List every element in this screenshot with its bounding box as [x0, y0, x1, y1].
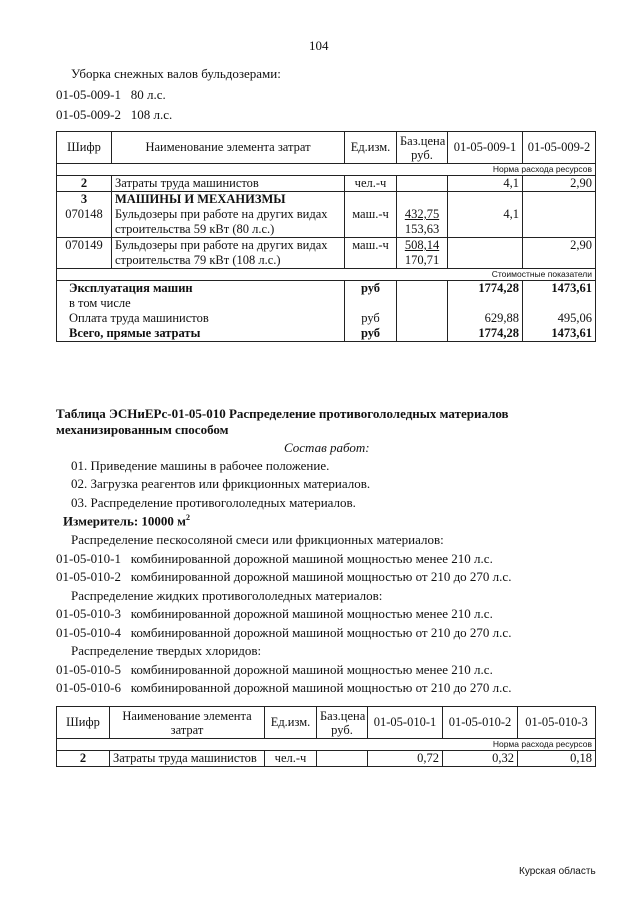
group-label: Распределение твердых хлоридов:: [71, 643, 262, 658]
header-col1: 01-05-010-1: [368, 707, 443, 739]
cost-value: 495,06: [557, 311, 592, 325]
header-name: Наименование элемента затрат: [112, 132, 345, 164]
header-col3: 01-05-010-3: [518, 707, 596, 739]
cost-values-1: [448, 281, 523, 342]
code-desc: комбинированной дорожной машиной мощностью менее 210 л.с.: [130, 606, 493, 621]
step-item: 02. Загрузка реагентов или фрикционных материалов.: [71, 476, 371, 491]
norm-label-row: [57, 739, 596, 751]
resource-table-1: [56, 131, 596, 342]
header-price: Баз.цена руб.: [397, 132, 448, 164]
row-unit: [345, 192, 397, 208]
code-desc: 80 л.с.: [130, 87, 166, 102]
code: 01-05-010-2: [56, 569, 121, 584]
cost-value: [526, 296, 592, 311]
header-line: Баз.цена: [320, 708, 366, 723]
code: 01-05-010-5: [56, 662, 121, 677]
code-desc: 108 л.с.: [130, 107, 173, 122]
cost-names: [57, 281, 345, 342]
meter-text: Измеритель: 10000 м: [63, 513, 187, 529]
header-line: Наименование элемента: [122, 708, 252, 723]
composition-label: Состав работ:: [284, 440, 370, 455]
price-line: 170,71: [404, 253, 440, 267]
header-col2: 01-05-009-2: [523, 132, 596, 164]
code: 01-05-010-3: [56, 606, 121, 621]
row-unit: маш.-ч: [345, 238, 397, 269]
header-unit: Ед.изм.: [265, 707, 317, 739]
row-value-2: 2,90: [523, 238, 596, 269]
table-row: [57, 238, 596, 269]
table-title-line: Таблица ЭСНиЕРс-01-05-010 Распределение противогололедных материалов: [56, 406, 509, 421]
table-header-row: [57, 707, 596, 739]
row-name: Затраты труда машинистов: [112, 176, 345, 192]
row-name: МАШИНЫ И МЕХАНИЗМЫ: [112, 192, 345, 208]
name-line: строительства 79 кВт (108 л.с.): [115, 253, 281, 267]
row-unit: чел.-ч: [345, 176, 397, 192]
header-code: Шифр: [57, 132, 112, 164]
cost-value: 1473,61: [551, 281, 592, 295]
step-item: 03. Распределение противогололедных материалов.: [71, 495, 356, 510]
table-row: [57, 192, 596, 208]
table-row: [57, 176, 596, 192]
step-item: 01. Приведение машины в рабочее положение.: [71, 458, 330, 473]
row-price: [397, 207, 448, 238]
header-code: Шифр: [57, 707, 110, 739]
row-value-1: [448, 238, 523, 269]
header-unit: Ед.изм.: [345, 132, 397, 164]
cost-unit: [348, 296, 393, 311]
price-line: 508,14: [404, 238, 440, 252]
cost-name: Оплата труда машинистов: [69, 311, 209, 325]
header-price: [317, 707, 368, 739]
page-number: 104: [309, 38, 329, 53]
code-desc: комбинированной дорожной машиной мощностью от 210 до 270 л.с.: [130, 569, 512, 584]
row-value-1: 4,1: [448, 176, 523, 192]
cost-unit: руб: [360, 281, 381, 295]
row-value-2: 0,32: [443, 751, 518, 767]
code-desc: комбинированной дорожной машиной мощностью менее 210 л.с.: [130, 662, 493, 677]
code-line: [56, 551, 493, 567]
group-label: Распределение жидких противогололедных материалов:: [71, 588, 383, 603]
header-col1: 01-05-009-1: [448, 132, 523, 164]
code-line: [56, 606, 493, 622]
code-line: [56, 107, 172, 123]
header-name: [110, 707, 265, 739]
table-row: [57, 281, 596, 342]
code: 01-05-010-6: [56, 680, 121, 695]
norm-label: Норма расхода ресурсов: [57, 164, 596, 176]
cost-name: в том числе: [69, 296, 131, 310]
row-price: [397, 192, 448, 208]
row-unit: чел.-ч: [265, 751, 317, 767]
code: 01-05-009-2: [56, 107, 121, 122]
header-col2: 01-05-010-2: [443, 707, 518, 739]
price-line: 432,75: [404, 207, 440, 221]
table-title-line: механизированным способом: [56, 422, 229, 437]
table-row: [57, 751, 596, 767]
norm-label-row: [57, 164, 596, 176]
code-desc: комбинированной дорожной машиной мощностью от 210 до 270 л.с.: [130, 625, 512, 640]
row-price: [317, 751, 368, 767]
code: 01-05-010-4: [56, 625, 121, 640]
code: 01-05-010-1: [56, 551, 121, 566]
price-line: 153,63: [404, 222, 440, 236]
cost-name: Всего, прямые затраты: [69, 326, 201, 340]
row-value-2: [523, 192, 596, 208]
row-price: [397, 176, 448, 192]
header-line: затрат: [170, 722, 204, 737]
section1-heading: Уборка снежных валов бульдозерами:: [71, 66, 281, 81]
code-desc: комбинированной дорожной машиной мощностью от 210 до 270 л.с.: [130, 680, 512, 695]
code-line: [56, 680, 511, 696]
cost-value: 629,88: [484, 311, 519, 325]
code: 01-05-009-1: [56, 87, 121, 102]
table-row: [57, 207, 596, 238]
code-desc: комбинированной дорожной машиной мощностью менее 210 л.с.: [130, 551, 493, 566]
cost-values-2: [523, 281, 596, 342]
row-price: [397, 238, 448, 269]
cost-unit: руб: [360, 326, 381, 340]
cost-value: [451, 296, 519, 311]
meter-label: [63, 513, 190, 529]
table-header-row: [57, 132, 596, 164]
code-line: [56, 625, 511, 641]
row-code: 3: [57, 192, 112, 208]
row-value-1: 4,1: [448, 207, 523, 238]
code-line: [56, 87, 166, 103]
cost-label-row: [57, 269, 596, 281]
meter-sup: 2: [186, 513, 191, 522]
row-code: 2: [57, 176, 112, 192]
cost-value: 1774,28: [478, 326, 519, 340]
name-line: строительства 59 кВт (80 л.с.): [115, 222, 275, 236]
norm-label: Норма расхода ресурсов: [57, 739, 596, 751]
row-value-2: [523, 207, 596, 238]
row-value-1: 0,72: [368, 751, 443, 767]
name-line: Бульдозеры при работе на других видах: [115, 238, 328, 252]
cost-unit: руб: [361, 311, 380, 325]
row-name: [112, 207, 345, 238]
row-value-3: 0,18: [518, 751, 596, 767]
name-line: Бульдозеры при работе на других видах: [115, 207, 328, 221]
row-value-1: [448, 192, 523, 208]
footer-region: Курская область: [519, 866, 596, 877]
cost-price: [397, 281, 448, 342]
row-name: Затраты труда машинистов: [110, 751, 265, 767]
cost-name: Эксплуатация машин: [69, 281, 193, 295]
group-label: Распределение пескосоляной смеси или фрикционных материалов:: [71, 532, 444, 547]
row-code: 070148: [57, 207, 112, 238]
cost-value: 1473,61: [551, 326, 592, 340]
row-unit: маш.-ч: [345, 207, 397, 238]
row-value-2: 2,90: [523, 176, 596, 192]
cost-units: [345, 281, 397, 342]
code-line: [56, 662, 493, 678]
row-code: 070149: [57, 238, 112, 269]
cost-label: Стоимостные показатели: [57, 269, 596, 281]
code-line: [56, 569, 511, 585]
row-name: [112, 238, 345, 269]
resource-table-2: [56, 706, 596, 767]
header-line: руб.: [331, 722, 353, 737]
cost-value: 1774,28: [478, 281, 519, 295]
row-code: 2: [57, 751, 110, 767]
